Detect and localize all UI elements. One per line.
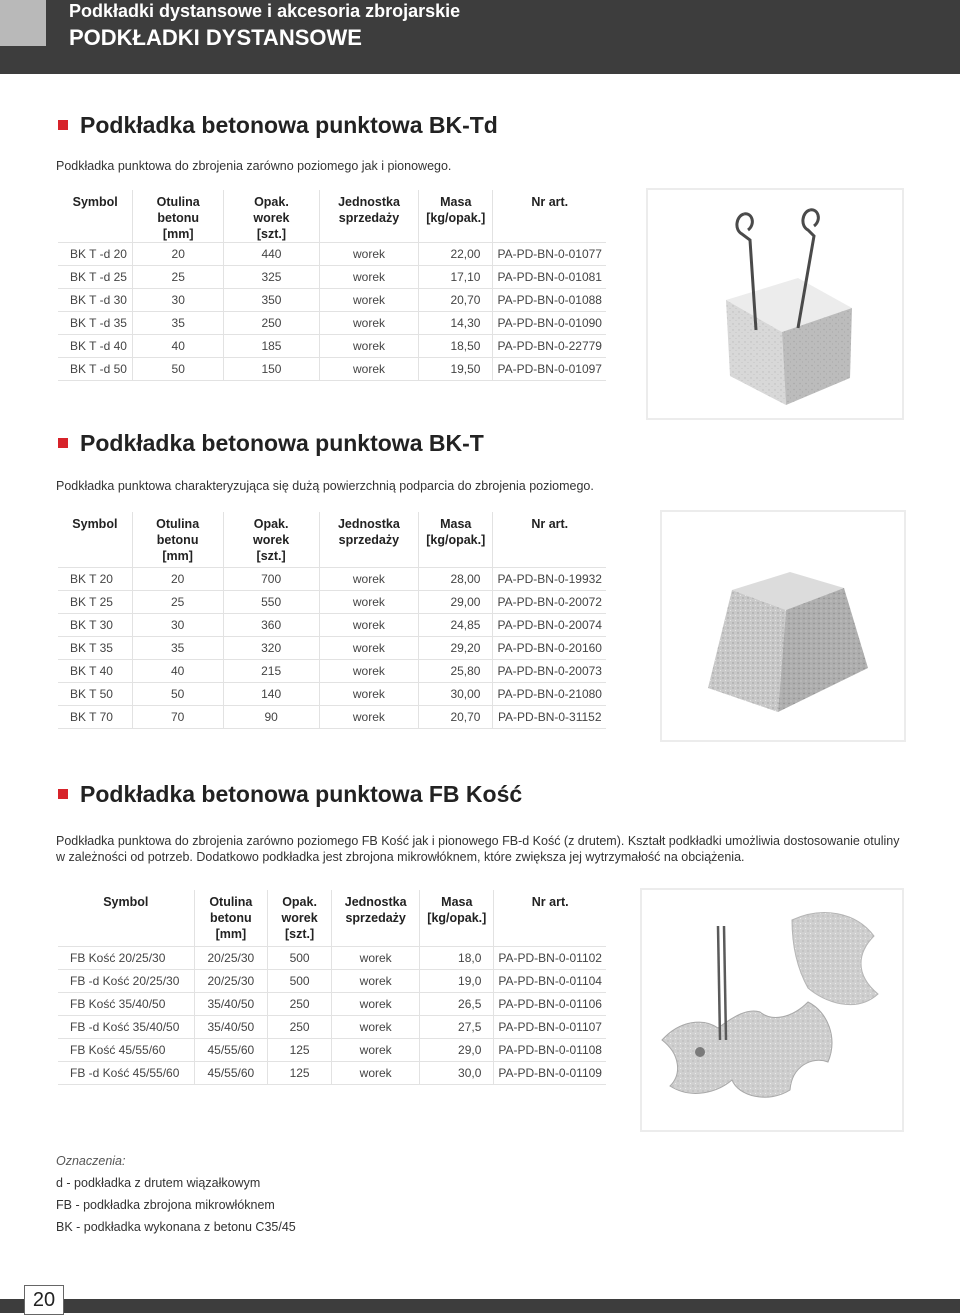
cell-masa: 20,70: [419, 289, 493, 312]
cell-masa: 22,00: [419, 243, 493, 266]
cell-otulina: 20: [133, 243, 224, 266]
table-row: [58, 1061, 606, 1084]
cell-otulina: 35/40/50: [194, 992, 267, 1015]
cell-jednostka: worek: [319, 613, 418, 636]
table-row: [58, 266, 606, 289]
cell-masa: 29,00: [419, 590, 493, 613]
cell-opak: 440: [224, 243, 320, 266]
cell-jednostka: worek: [332, 1038, 420, 1061]
cell-symbol: BK T 30: [58, 613, 132, 636]
cell-masa: 28,00: [419, 567, 493, 590]
legend-title: Oznaczenia:: [56, 1154, 126, 1168]
cell-nrart: PA-PD-BN-0-20072: [493, 590, 606, 613]
cell-nrart: PA-PD-BN-0-31152: [493, 705, 606, 728]
page-header: [0, 0, 960, 74]
product-image-bktd: [646, 188, 904, 420]
cell-jednostka: worek: [319, 335, 418, 358]
table-row: [58, 289, 606, 312]
cell-jednostka: worek: [319, 636, 418, 659]
section-description-bktd: Podkładka punktowa do zbrojenia zarówno poziomego jak i pionowego.: [56, 159, 452, 173]
col-header-opak: Opak. worek [szt.]: [268, 890, 332, 946]
cell-symbol: BK T 50: [58, 682, 132, 705]
legend-item: FB - podkładka zbrojona mikrowłóknem: [56, 1198, 275, 1212]
product-image-bkt: [660, 510, 906, 742]
cell-jednostka: worek: [319, 312, 418, 335]
table-row: [58, 969, 606, 992]
cell-otulina: 50: [132, 682, 223, 705]
cell-opak: 125: [268, 1038, 332, 1061]
col-header-symbol: Symbol: [58, 890, 194, 946]
cell-nrart: PA-PD-BN-0-01088: [493, 289, 606, 312]
cell-opak: 550: [223, 590, 319, 613]
cell-symbol: BK T 25: [58, 590, 132, 613]
cell-masa: 25,80: [419, 659, 493, 682]
cell-jednostka: worek: [332, 1061, 420, 1084]
cell-otulina: 35: [132, 636, 223, 659]
cell-nrart: PA-PD-BN-0-01104: [494, 969, 606, 992]
cell-otulina: 35/40/50: [194, 1015, 267, 1038]
cell-nrart: PA-PD-BN-0-19932: [493, 567, 606, 590]
concrete-trapezoid-spacer-icon: [662, 512, 904, 740]
section-description-fb: Podkładka punktowa do zbrojenia zarówno poziomego FB Kość jak i pionowego FB-d Kość (z drutem). Kształt podkładki umożliwia dostosowanie otuliny w zależności od potrzeb. Dodatkowo podkładka jest zbrojona mikrowłóknem, które zwiększa jej wytrzymałość na obciążenia.: [56, 834, 900, 864]
cell-otulina: 20: [132, 567, 223, 590]
header-title: PODKŁADKI DYSTANSOWE: [69, 25, 362, 50]
cell-symbol: BK T -d 20: [58, 243, 133, 266]
cell-nrart: PA-PD-BN-0-01108: [494, 1038, 606, 1061]
cell-jednostka: worek: [319, 266, 418, 289]
product-table-bktd: [58, 190, 606, 381]
table-header-row: [58, 512, 606, 567]
cell-masa: 30,00: [419, 682, 493, 705]
cell-masa: 18,50: [419, 335, 493, 358]
cell-otulina: 30: [133, 289, 224, 312]
cell-otulina: 40: [133, 335, 224, 358]
cell-symbol: FB -d Kość 45/55/60: [58, 1061, 194, 1084]
cell-masa: 14,30: [419, 312, 493, 335]
cell-otulina: 50: [133, 358, 224, 381]
cell-jednostka: worek: [319, 682, 418, 705]
cell-nrart: PA-PD-BN-0-21080: [493, 682, 606, 705]
cell-jednostka: worek: [319, 567, 418, 590]
cell-masa: 26,5: [420, 992, 494, 1015]
legend: [56, 1150, 296, 1238]
cell-symbol: FB Kość 35/40/50: [58, 992, 194, 1015]
cell-opak: 500: [268, 969, 332, 992]
cell-nrart: PA-PD-BN-0-22779: [493, 335, 606, 358]
table-row: [58, 992, 606, 1015]
cell-opak: 350: [224, 289, 320, 312]
cell-masa: 29,20: [419, 636, 493, 659]
red-square-bullet-icon: [58, 438, 68, 448]
cell-symbol: BK T 70: [58, 705, 132, 728]
header-category: Podkładki dystansowe i akcesoria zbrojarskie: [69, 1, 461, 21]
cell-opak: 150: [224, 358, 320, 381]
cell-nrart: PA-PD-BN-0-20073: [493, 659, 606, 682]
table-row: [58, 335, 606, 358]
cell-opak: 250: [268, 992, 332, 1015]
cell-symbol: BK T 40: [58, 659, 132, 682]
cell-symbol: BK T 35: [58, 636, 132, 659]
cell-otulina: 25: [133, 266, 224, 289]
cell-opak: 125: [268, 1061, 332, 1084]
section-description-bkt: Podkładka punktowa charakteryzująca się dużą powierzchnią podparcia do zbrojenia poziomego.: [56, 479, 594, 493]
col-header-otulina: Otulina betonu [mm]: [132, 512, 223, 567]
cell-opak: 360: [223, 613, 319, 636]
cell-jednostka: worek: [332, 946, 420, 969]
col-header-otulina: Otulina betonu [mm]: [133, 190, 224, 243]
cell-otulina: 35: [133, 312, 224, 335]
cell-opak: 185: [224, 335, 320, 358]
col-header-masa: Masa [kg/opak.]: [420, 890, 494, 946]
cell-symbol: FB -d Kość 20/25/30: [58, 969, 194, 992]
cell-symbol: BK T -d 25: [58, 266, 133, 289]
red-square-bullet-icon: [58, 789, 68, 799]
table-row: [58, 659, 606, 682]
section-title-bkt: Podkładka betonowa punktowa BK-T: [58, 430, 484, 457]
table-row: [58, 243, 606, 266]
cell-masa: 24,85: [419, 613, 493, 636]
cell-otulina: 20/25/30: [194, 946, 267, 969]
table-row: [58, 358, 606, 381]
cell-otulina: 40: [132, 659, 223, 682]
cell-otulina: 70: [132, 705, 223, 728]
product-table-fb: [58, 890, 606, 1085]
col-header-symbol: Symbol: [58, 512, 132, 567]
col-header-nrart: Nr art.: [494, 890, 606, 946]
product-image-fb: [640, 888, 904, 1132]
cell-nrart: PA-PD-BN-0-20160: [493, 636, 606, 659]
table-row: [58, 312, 606, 335]
cell-otulina: 45/55/60: [194, 1061, 267, 1084]
header-square-decoration: [0, 0, 46, 46]
section-title-bktd: Podkładka betonowa punktowa BK-Td: [58, 112, 498, 139]
cell-masa: 18,0: [420, 946, 494, 969]
table-row: [58, 682, 606, 705]
cell-masa: 19,0: [420, 969, 494, 992]
cell-nrart: PA-PD-BN-0-01097: [493, 358, 606, 381]
cell-symbol: BK T -d 30: [58, 289, 133, 312]
cell-masa: 30,0: [420, 1061, 494, 1084]
cell-symbol: BK T -d 35: [58, 312, 133, 335]
cell-symbol: BK T 20: [58, 567, 132, 590]
cell-opak: 320: [223, 636, 319, 659]
section-title-fb: Podkładka betonowa punktowa FB Kość: [58, 781, 522, 808]
cell-jednostka: worek: [319, 358, 418, 381]
col-header-masa: Masa [kg/opak.]: [419, 512, 493, 567]
legend-item: d - podkładka z drutem wiązałkowym: [56, 1176, 261, 1190]
cell-nrart: PA-PD-BN-0-01107: [494, 1015, 606, 1038]
cell-jednostka: worek: [332, 992, 420, 1015]
col-header-symbol: Symbol: [58, 190, 133, 243]
page-number: 20: [24, 1285, 64, 1315]
table-row: [58, 590, 606, 613]
cell-symbol: FB Kość 45/55/60: [58, 1038, 194, 1061]
cell-nrart: PA-PD-BN-0-01109: [494, 1061, 606, 1084]
cell-masa: 19,50: [419, 358, 493, 381]
cell-masa: 27,5: [420, 1015, 494, 1038]
col-header-otulina: Otulina betonu [mm]: [194, 890, 267, 946]
cell-masa: 20,70: [419, 705, 493, 728]
cell-symbol: FB -d Kość 35/40/50: [58, 1015, 194, 1038]
concrete-bone-spacer-icon: [642, 890, 902, 1130]
cell-opak: 90: [223, 705, 319, 728]
cell-jednostka: worek: [319, 659, 418, 682]
cell-jednostka: worek: [332, 969, 420, 992]
table-row: [58, 946, 606, 969]
cell-nrart: PA-PD-BN-0-01081: [493, 266, 606, 289]
table-row: [58, 1038, 606, 1061]
table-header-row: [58, 190, 606, 243]
cell-otulina: 30: [132, 613, 223, 636]
page-footer-bar: [0, 1299, 960, 1313]
cell-jednostka: worek: [319, 590, 418, 613]
col-header-jednostka: Jednostka sprzedaży: [319, 512, 418, 567]
col-header-jednostka: Jednostka sprzedaży: [319, 190, 418, 243]
cell-opak: 500: [268, 946, 332, 969]
cell-opak: 700: [223, 567, 319, 590]
table-row: [58, 1015, 606, 1038]
cell-opak: 325: [224, 266, 320, 289]
col-header-masa: Masa [kg/opak.]: [419, 190, 493, 243]
cell-nrart: PA-PD-BN-0-20074: [493, 613, 606, 636]
cell-symbol: BK T -d 50: [58, 358, 133, 381]
table-row: [58, 705, 606, 728]
cell-symbol: FB Kość 20/25/30: [58, 946, 194, 969]
col-header-opak: Opak. worek [szt.]: [223, 512, 319, 567]
table-row: [58, 567, 606, 590]
cell-masa: 17,10: [419, 266, 493, 289]
col-header-jednostka: Jednostka sprzedaży: [332, 890, 420, 946]
table-row: [58, 613, 606, 636]
col-header-opak: Opak. worek [szt.]: [224, 190, 320, 243]
cell-symbol: BK T -d 40: [58, 335, 133, 358]
cell-nrart: PA-PD-BN-0-01090: [493, 312, 606, 335]
col-header-nrart: Nr art.: [493, 190, 606, 243]
cell-nrart: PA-PD-BN-0-01106: [494, 992, 606, 1015]
cell-jednostka: worek: [332, 1015, 420, 1038]
product-table-bkt: [58, 512, 606, 729]
legend-item: BK - podkładka wykonana z betonu C35/45: [56, 1220, 296, 1234]
cell-jednostka: worek: [319, 289, 418, 312]
cell-jednostka: worek: [319, 243, 418, 266]
concrete-cube-with-wire-icon: [648, 190, 902, 418]
cell-jednostka: worek: [319, 705, 418, 728]
red-square-bullet-icon: [58, 120, 68, 130]
cell-opak: 250: [268, 1015, 332, 1038]
cell-opak: 250: [224, 312, 320, 335]
cell-masa: 29,0: [420, 1038, 494, 1061]
col-header-nrart: Nr art.: [493, 512, 606, 567]
cell-otulina: 45/55/60: [194, 1038, 267, 1061]
table-row: [58, 636, 606, 659]
cell-otulina: 25: [132, 590, 223, 613]
cell-nrart: PA-PD-BN-0-01077: [493, 243, 606, 266]
cell-otulina: 20/25/30: [194, 969, 267, 992]
table-header-row: [58, 890, 606, 946]
cell-nrart: PA-PD-BN-0-01102: [494, 946, 606, 969]
cell-opak: 140: [223, 682, 319, 705]
cell-opak: 215: [223, 659, 319, 682]
